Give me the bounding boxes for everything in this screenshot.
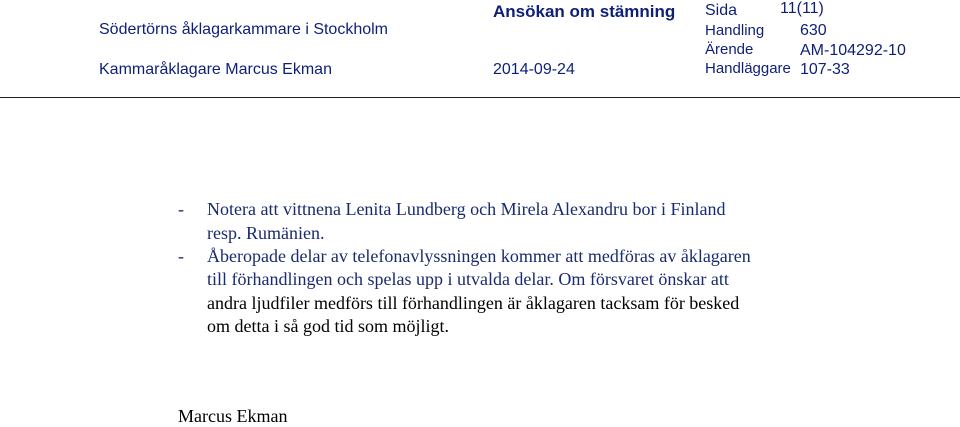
bullet-line: andra ljudfiler medförs till förhandlingen är åklagaren tacksam för besked [207,293,740,313]
bullet-line: Notera att vittnena Lenita Lundberg och Mirela Alexandru bor i Finland [207,199,726,219]
bullet-dash: - [178,246,184,266]
handlaggare-label: Handläggare [705,60,791,77]
sida-label: Sida [705,2,738,19]
arende-value: AM-104292-10 [800,42,906,59]
handlaggare-value: 107-33 [800,61,850,78]
bullet-dash: - [178,199,184,219]
prosecutor-name: Kammaråklagare Marcus Ekman [99,61,332,78]
document-title: Ansökan om stämning [493,2,676,21]
document-date: 2014-09-24 [493,61,575,78]
handling-value: 630 [800,22,827,39]
sida-value: 11(11) [780,0,824,17]
handling-label: Handling [705,22,765,39]
document-header [0,0,960,98]
bullet-line: till förhandlingen och spelas upp i utvalda delar. Om försvaret önskar att [207,269,729,289]
header-divider [0,97,960,98]
office-name: Södertörns åklagarkammare i Stockholm [99,21,389,38]
bullet-line: Åberopade delar av telefonavlyssningen kommer att medföras av åklagaren [207,246,751,266]
bullet-line: resp. Rumänien. [207,223,325,243]
arende-label: Ärende [705,41,754,58]
bullet-line: om detta i så god tid som möjligt. [207,316,449,336]
signature-name: Marcus Ekman [178,406,288,426]
